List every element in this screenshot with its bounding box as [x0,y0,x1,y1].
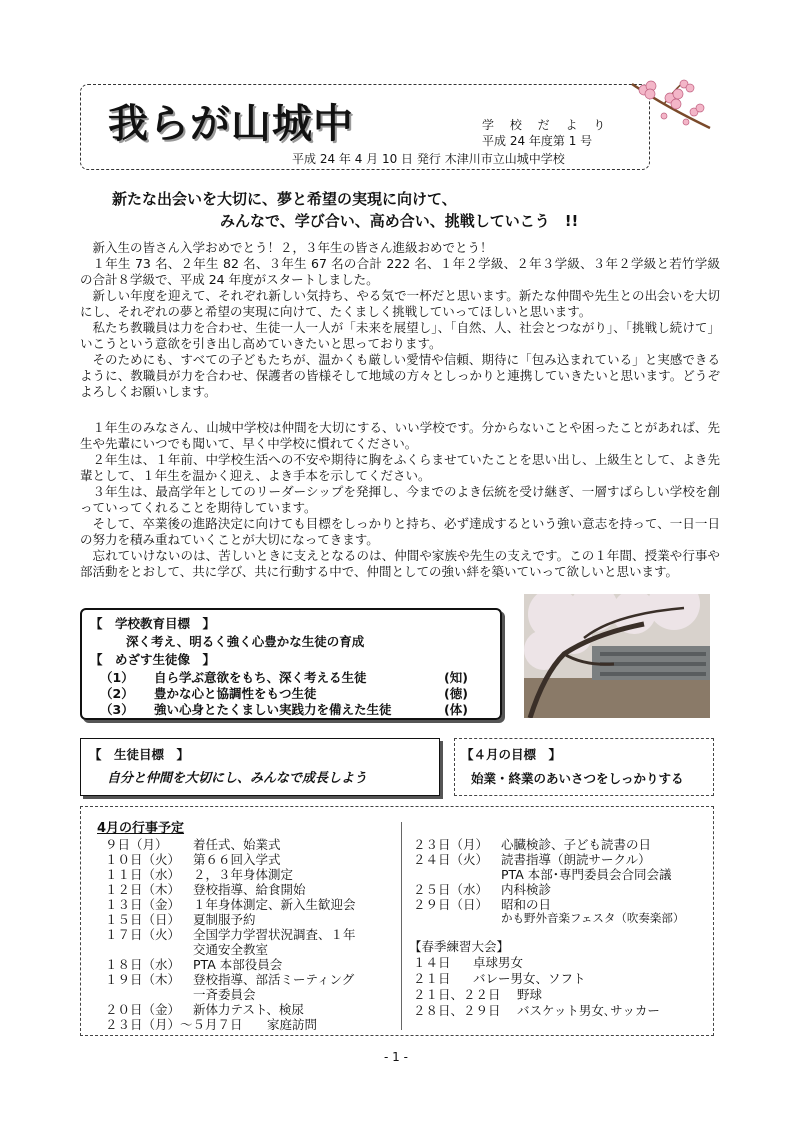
message-section [80,420,720,580]
schedule-event: ２，３年身体測定 [193,867,294,882]
ideal-item-tag: (知) [444,670,468,685]
schedule-date: ２９日（日） [413,897,489,912]
april-schedule-box [80,806,714,1036]
ideal-item-text: 強い心身とたくましい実践力を備えた生徒 [154,702,392,717]
schedule-event: 夏制服予約 [193,912,256,927]
ideal-item-number: （3） [100,702,134,717]
schedule-event: PTA 本部･専門委員会合同会議 [501,867,672,882]
schedule-event: 昭和の日 [501,897,552,912]
april-goal-box [454,738,714,796]
schedule-event: PTA 本部役員会 [193,957,283,972]
paragraph: 新入生の皆さん入学おめでとう！２，３年生の皆さん進級おめでとう！ [92,240,493,255]
april-goal-heading: 【４月の目標 】 [461,747,562,762]
schedule-date: １１日（水） [105,867,181,882]
schedule-date: １３日（金） [105,897,181,912]
paragraph: １年生 73 名、２年生 82 名、３年生 67 名の合計 222 名、１年２学級、２年３学級、３年２学級と若竹学級の合計８学級で、平成 24 年度がスタートしました。 [80,256,720,287]
school-goal-text: 深く考え、明るく強く心豊かな生徒の育成 [126,634,365,649]
schedule-date: １９日（木） [105,972,181,987]
tournament-event: バレー男女、ソフト [473,971,586,986]
lead-line-1: 新たな出会いを大切に、夢と希望の実現に向けて、 [112,190,457,208]
schedule-event: かも野外音楽フェスタ（吹奏楽部） [501,911,685,925]
schedule-date: １２日（木） [105,882,181,897]
paragraph: 私たち教職員は力を合わせ、生徒一人一人が「未来を展望し」、「自然、人、社会とつながり」、「挑戦し続けて」いこうという意欲を引き出し高めていきたいと思っております。 [80,320,720,351]
tournament-date: ２１日、２２日 [413,987,501,1002]
april-goal-text: 始業・終業のあいさつをしっかりする [471,771,684,786]
paragraph: 忘れていけないのは、苦しいときに支えとなるのは、仲間や家族や先生の支えです。この１年間、授業や行事や部活動をとおして、共に学び、共に行動する中で、仲間としての強い絆を築いていって欲しいと思います。 [80,548,720,579]
tournament-date: １４日 [413,955,451,970]
issue-number: 平成 24 年度第 1 号 [482,134,593,148]
schedule-date: １５日（日） [105,912,181,927]
schedule-event: 着任式、始業式 [193,837,281,852]
schedule-date: ２３日（月） [413,837,489,852]
ideal-item-text: 自ら学ぶ意欲をもち、深く考える生徒 [154,670,367,685]
tournament-event: 野球 [517,987,543,1002]
schedule-date: ９日（月） [105,837,168,852]
schedule-event: 心臓検診、子ども読書の日 [501,837,652,852]
ideal-item-tag: (体) [444,702,468,717]
tournament-date: ２８日、２９日 [413,1003,501,1018]
schedule-date: ２３日（月）～５月７日 [105,1017,243,1032]
newsletter-title: 我らが山城中 [108,101,354,147]
student-goal-heading: 【 生徒目標 】 [89,747,190,762]
schedule-event: 新体力テスト、検尿 [193,1002,304,1017]
school-goal-box [80,608,502,720]
schedule-event: 内科検診 [501,882,552,897]
schedule-date: ２０日（金） [105,1002,181,1017]
paragraph: １年生のみなさん、山城中学校は仲間を大切にする、いい学校です。分からないことや困ったことがあれば、先生や先輩にいつでも聞いて、早く中学校に慣れてください。 [80,420,720,451]
ideal-item-tag: (徳) [444,686,468,701]
schedule-date: １７日（火） [105,927,181,942]
schedule-column-divider [401,822,402,1030]
spring-tournament-heading: 【春季練習大会】 [409,939,510,954]
schedule-event: 登校指導、給食開始 [193,882,306,897]
school-cherry-tree-photo [524,594,710,718]
schedule-date: １０日（火） [105,852,181,867]
schedule-event: １年身体測定、新入生歓迎会 [193,897,356,912]
ideal-item-text: 豊かな心と協調性をもつ生徒 [154,686,317,701]
schedule-event: 読書指導（朗読サークル） [501,852,651,867]
tournament-event: バスケット男女､サッカー [517,1003,660,1018]
schedule-date: １８日（水） [105,957,181,972]
student-goal-box [80,738,440,796]
paragraph: そして、卒業後の進路決定に向けても目標をしっかりと持ち、必ず達成するという強い意志を持って、一日一日の努力を積み重ねていくことが大切になってきます。 [80,516,720,547]
student-goal-text: 自分と仲間を大切にし、みんなで成長しよう [107,771,368,786]
newsletter-type: 学 校 だ よ り [482,118,612,132]
schedule-heading: 4月の行事予定 [97,821,185,836]
tournament-date: ２１日 [413,971,451,986]
greeting-section [80,240,720,400]
tournament-event: 卓球男女 [473,955,524,970]
publish-info: 平成 24 年 4 月 10 日 発行 木津川市立山城中学校 [292,152,565,166]
school-goal-heading: 【 学校教育目標 】 [90,616,216,631]
paragraph: ３年生は、最高学年としてのリーダーシップを発揮し、今までのよき伝統を受け継ぎ、一層すばらしい学校を創っていってくれることを期待しています。 [80,484,720,515]
schedule-event: 家庭訪問 [267,1017,318,1032]
schedule-event: 全国学力学習状況調査、１年 [193,927,356,942]
paragraph: 新しい年度を迎えて、それぞれ新しい気持ち、やる気で一杯だと思います。新たな仲間や先生との出会いを大切にし、それぞれの夢と希望の実現に向けて、たくましく挑戦していってほしいと思います。 [80,288,720,319]
schedule-event: 第６６回入学式 [193,852,281,867]
schedule-date: ２４日（火） [413,852,489,867]
cherry-blossom-illustration [624,76,714,136]
ideal-student-heading: 【 めざす生徒像 】 [90,652,216,667]
ideal-item-number: （1） [100,670,134,685]
ideal-item-number: （2） [100,686,134,701]
schedule-date: ２５日（水） [413,882,489,897]
paragraph: そのためにも、すべての子どもたちが、温かくも厳しい愛情や信頼、期待に「包み込まれている」と実感できるように、教職員が力を合わせ、保護者の皆様そして地域の方々としっかりと連携していきたいと思います。どうぞよろしくお願いします。 [80,352,720,399]
schedule-event: 登校指導、部活ミーティング [193,972,355,987]
lead-line-2: みんなで、学び合い、高め合い、挑戦していこう !! [220,212,579,230]
schedule-event: 交通安全教室 [193,942,269,957]
page-number: - 1 - [384,1050,408,1064]
paragraph: ２年生は、１年前、中学校生活への不安や期待に胸をふくらませていたことを思い出し、上級生として、よき先輩として、１年生を温かく迎え、よき手本を示してください。 [80,452,720,483]
schedule-event: 一斉委員会 [193,987,256,1002]
